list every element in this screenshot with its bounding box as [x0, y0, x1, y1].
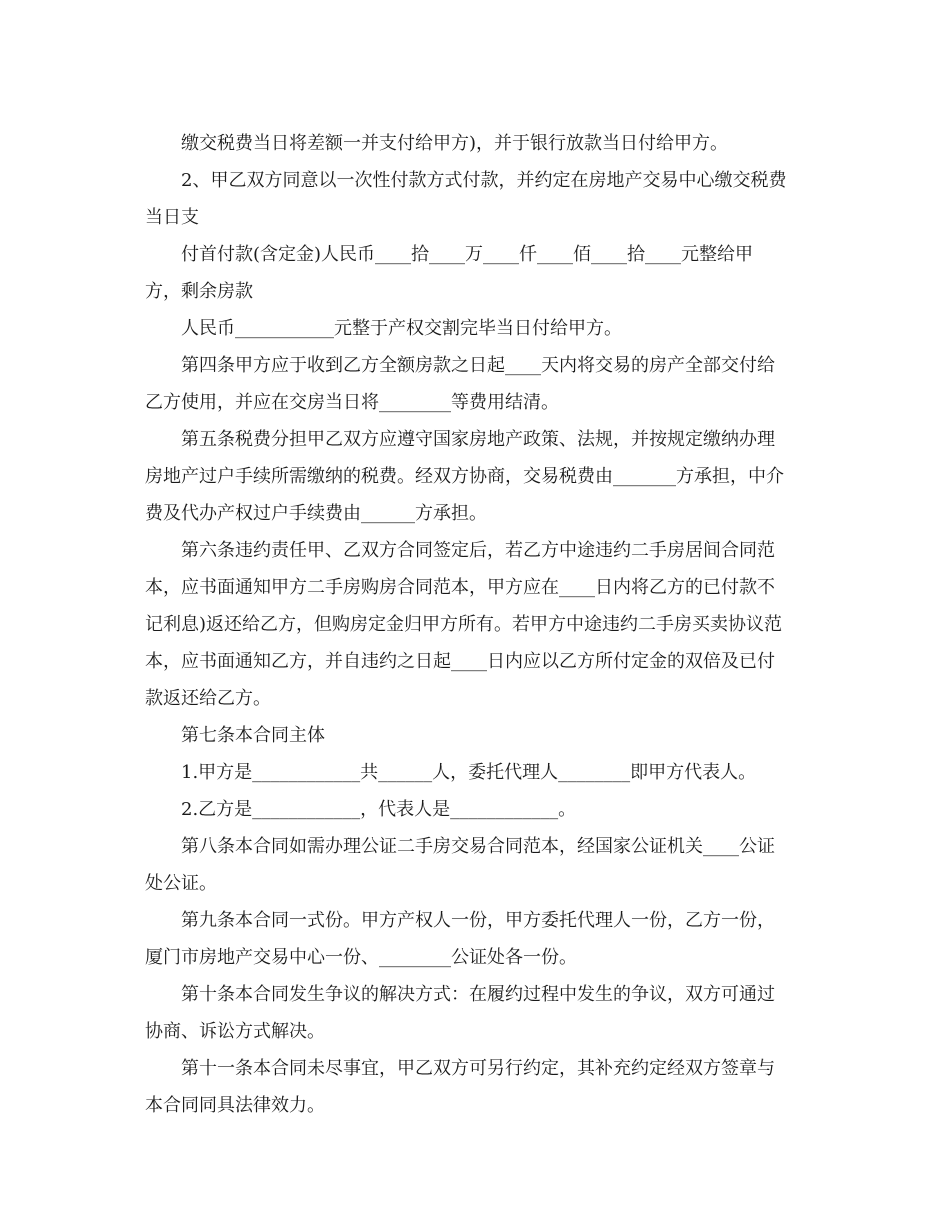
text-line: 本，应书面通知乙方，并自违约之日起____日内应以乙方所付定金的双倍及已付 — [145, 651, 775, 672]
text-line: 第五条税费分担甲乙双方应遵守国家房地产政策、法规，并按规定缴纳办理 — [181, 429, 775, 450]
text-line: 乙方使用，并应在交房当日将________等费用结清。 — [145, 392, 559, 413]
text-line: 本合同同具法律效力。 — [145, 1095, 325, 1116]
text-line: 第八条本合同如需办理公证二手房交易合同范本，经国家公证机关____公证 — [181, 836, 775, 857]
text-line: 第十条本合同发生争议的解决方式：在履约过程中发生的争议，双方可通过 — [181, 984, 775, 1005]
text-line: 2、甲乙双方同意以一次性付款方式付款，并约定在房地产交易中心缴交税费 — [181, 170, 787, 191]
text-line: 第九条本合同一式份。甲方产权人一份，甲方委托代理人一份，乙方一份， — [181, 910, 775, 931]
text-line: 当日支 — [145, 207, 199, 228]
text-line: 1.甲方是____________共______人，委托代理人________即甲方代表人。 — [181, 762, 757, 783]
text-line: 房地产过户手续所需缴纳的税费。经双方协商，交易税费由_______方承担，中介 — [145, 466, 784, 487]
text-line: 方，剩余房款 — [145, 281, 253, 302]
text-line: 本，应书面通知甲方二手房购房合同范本，甲方应在____日内将乙方的已付款不 — [145, 577, 775, 598]
text-line: 第四条甲方应于收到乙方全额房款之日起____天内将交易的房产全部交付给 — [181, 355, 775, 376]
text-line: 第七条本合同主体 — [181, 725, 325, 746]
text-line: 付首付款(含定金)人民币____拾____万____仟____佰____拾____元整给甲 — [181, 244, 754, 265]
text-line: 处公证。 — [145, 873, 217, 894]
text-line: 款返还给乙方。 — [145, 688, 271, 709]
text-line: 费及代办产权过户手续费由______方承担。 — [145, 503, 487, 524]
text-line: 协商、诉讼方式解决。 — [145, 1021, 325, 1042]
text-line: 记利息)返还给乙方，但购房定金归甲方所有。若甲方中途违约二手房买卖协议范 — [145, 614, 783, 635]
text-line: 2.乙方是____________，代表人是____________。 — [181, 799, 577, 820]
text-line: 厦门市房地产交易中心一份、________公证处各一份。 — [145, 947, 577, 968]
text-line: 人民币___________元整于产权交割完毕当日付给甲方。 — [181, 318, 622, 339]
document-body — [145, 125, 805, 1124]
text-line: 第十一条本合同未尽事宜，甲乙双方可另行约定，其补充约定经双方签章与 — [181, 1058, 775, 1079]
text-line: 缴交税费当日将差额一并支付给甲方)，并于银行放款当日付给甲方。 — [181, 133, 729, 154]
text-line: 第六条违约责任甲、乙双方合同签定后，若乙方中途违约二手房居间合同范 — [181, 540, 775, 561]
